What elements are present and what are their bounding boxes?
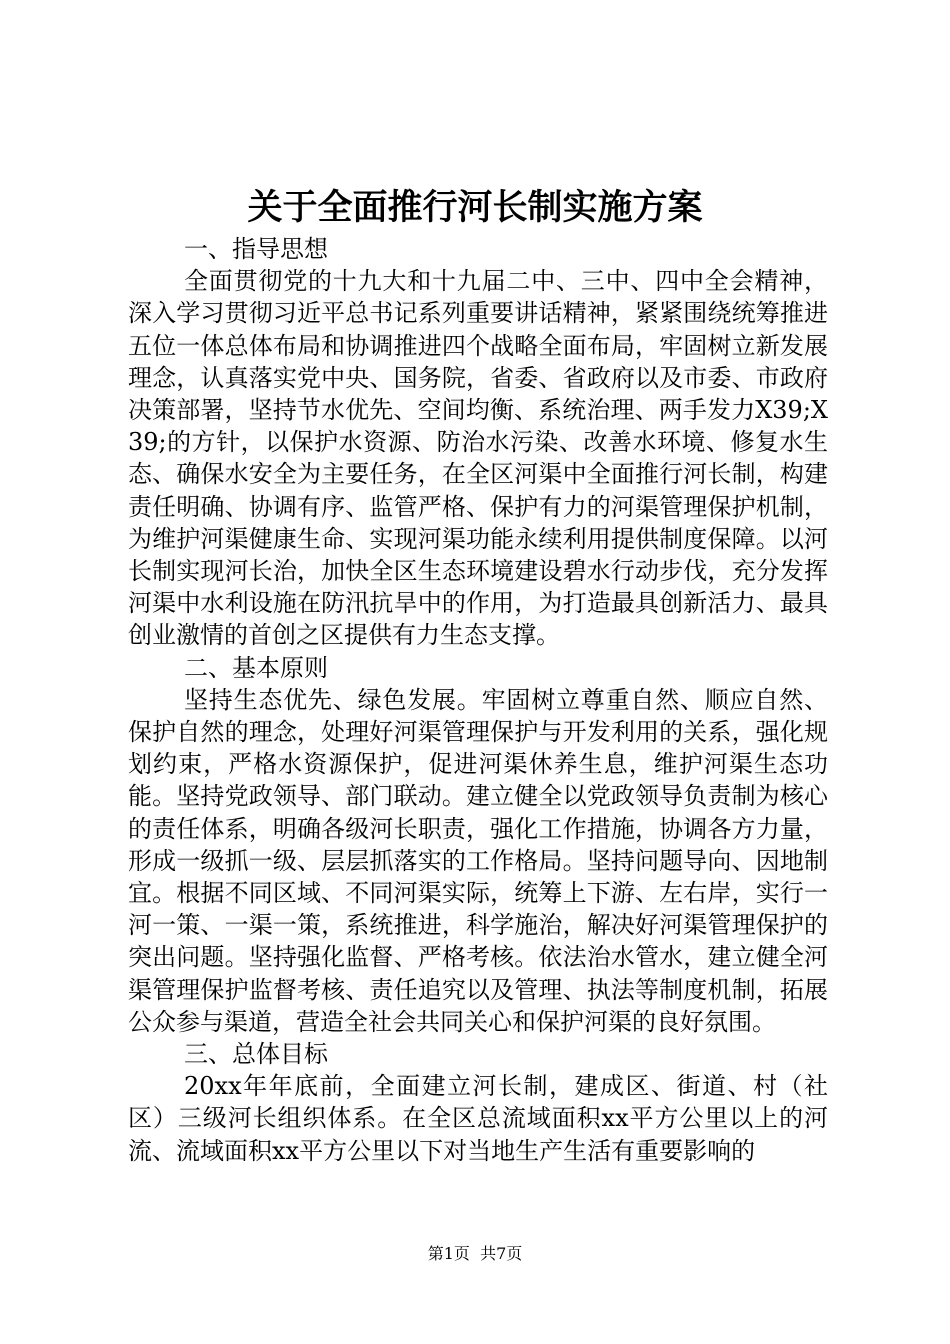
section-heading-1: 一、指导思想 <box>184 235 328 263</box>
document-title: 关于全面推行河长制实施方案 <box>247 187 703 228</box>
page-footer <box>0 1243 950 1265</box>
section-paragraph-1: 全面贯彻党的十九大和十九届二中、三中、四中全会精神，深入学习贯彻习近平总书记系列重要讲话精神，紧紧围绕统筹推进五位一体总体布局和协调推进四个战略全面布局，牢固树立新发展理念，认真落实党中央、国务院，省委、省政府以及市委、市政府决策部署，坚持节水优先、空间均衡、系统治理、两手发力X39;X39;的方针，以保护水资源、防治水污染、改善水环境、修复水生态、确保水安全为主要任务，在全区河渠中全面推行河长制，构建责任明确、协调有序、监管严格、保护有力的河渠管理保护机制，为维护河渠健康生命、实现河渠功能永续利用提供制度保障。以河长制实现河长治，加快全区生态环境建设碧水行动步伐，充分发挥河渠中水利设施在防汛抗旱中的作用，为打造最具创新活力、最具创业激情的首创之区提供有力生态支撑。 <box>128 267 828 650</box>
section-heading-2: 二、基本原则 <box>184 653 328 682</box>
document-body <box>128 233 828 1167</box>
section-heading-3: 三、总体目标 <box>184 1040 328 1069</box>
page-number-current: 第1页 <box>427 1244 470 1263</box>
page-number-total: 共7页 <box>480 1244 523 1263</box>
section-paragraph-2: 坚持生态优先、绿色发展。牢固树立尊重自然、顺应自然、保护自然的理念，处理好河渠管理保护与开发利用的关系，强化规划约束，严格水资源保护，促进河渠休养生息，维护河渠生态功能。坚持党政领导、部门联动。建立健全以党政领导负责制为核心的责任体系，明确各级河长职责，强化工作措施，协调各方力量，形成一级抓一级、层层抓落实的工作格局。坚持问题导向、因地制宜。根据不同区域、不同河渠实际，统筹上下游、左右岸，实行一河一策、一渠一策，系统推进，科学施治，解决好河渠管理保护的突出问题。坚持强化监督、严格考核。依法治水管水，建立健全河渠管理保护监督考核、责任追究以及管理、执法等制度机制，拓展公众参与渠道，营造全社会共同关心和保护河渠的良好氛围。 <box>128 685 828 1036</box>
section-paragraph-3: 20xx年年底前，全面建立河长制，建成区、街道、村（社区）三级河长组织体系。在全区总流域面积xx平方公里以上的河流、流域面积xx平方公里以下对当地生产生活有重要影响的 <box>128 1072 828 1165</box>
